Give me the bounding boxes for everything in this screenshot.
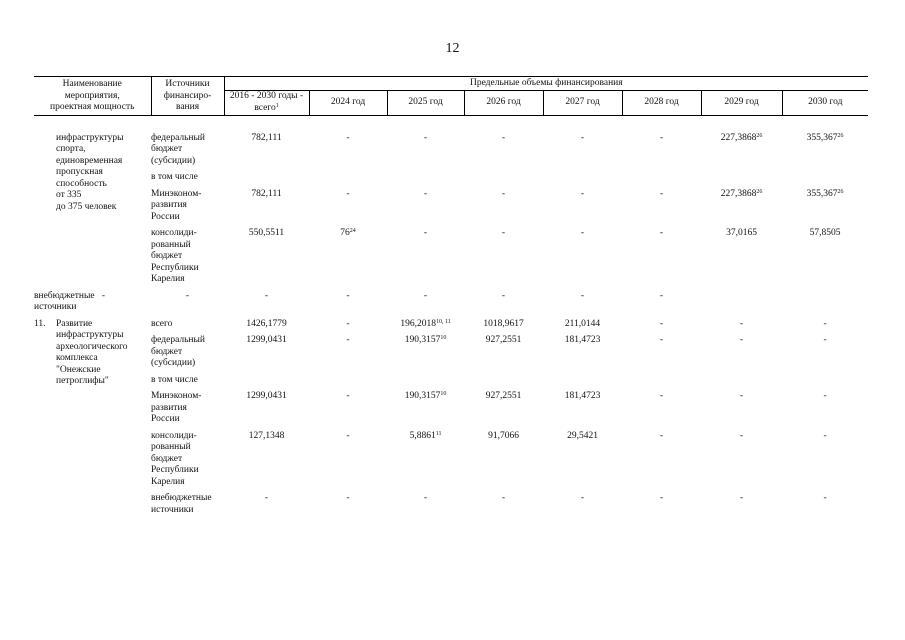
funding-source: внебюджетные источники xyxy=(151,493,212,515)
table-row xyxy=(34,373,868,390)
value-text: - xyxy=(501,132,506,143)
year-value xyxy=(782,187,868,227)
year-value xyxy=(782,226,868,289)
table-row xyxy=(34,289,868,317)
funding-source: федеральный бюджет (субсидии) xyxy=(151,132,205,166)
year-value xyxy=(309,170,387,187)
value-text: - xyxy=(580,228,585,238)
table-body xyxy=(34,115,868,519)
page-number: 12 xyxy=(445,41,460,56)
value-text: 355,367 xyxy=(806,188,838,199)
header-name: Наименование мероприятия, проектная мощность xyxy=(34,77,151,116)
value-text: - xyxy=(659,290,664,301)
table-row xyxy=(34,491,868,519)
year-value xyxy=(701,333,782,373)
year-value xyxy=(151,289,224,317)
spacer-cell xyxy=(34,115,868,131)
value-text: - xyxy=(823,430,827,441)
total-value xyxy=(224,170,309,187)
year-value xyxy=(622,289,701,317)
year-value xyxy=(387,187,464,227)
year-value xyxy=(701,317,782,334)
header-year: 2028 год xyxy=(622,90,701,115)
value-text: - xyxy=(346,290,350,301)
year-value xyxy=(387,373,464,390)
footnote-ref: 10 xyxy=(440,335,447,341)
year-value xyxy=(387,131,464,171)
year-value xyxy=(224,289,309,317)
value-text: 76 xyxy=(340,228,350,238)
value-text: - xyxy=(346,132,350,143)
value-text: 227,3868 xyxy=(720,188,757,199)
year-value xyxy=(782,333,868,373)
year-value xyxy=(701,226,782,289)
funding-source: федеральный бюджет (субсидии) xyxy=(151,335,205,368)
value-text: - xyxy=(659,493,664,503)
value-text: 5,8861 xyxy=(409,430,436,441)
table-row xyxy=(34,131,868,171)
year-value xyxy=(622,373,701,390)
footnote-ref: 10 xyxy=(440,391,447,397)
year-value xyxy=(622,389,701,429)
funding-source: в том числе xyxy=(151,172,198,182)
funding-source: консолиди- рованный бюджет Республики Карелия xyxy=(151,228,199,284)
header-year: 2030 год xyxy=(782,90,868,115)
year-value xyxy=(309,289,387,317)
total-value xyxy=(224,373,309,390)
total-value: - xyxy=(101,290,106,301)
header-group-title: Предельные объемы финансирования xyxy=(224,77,868,91)
year-value xyxy=(701,389,782,429)
value-text: - xyxy=(739,318,744,329)
value-text: - xyxy=(659,228,664,238)
value-text: - xyxy=(659,318,664,329)
header-year: 2025 год xyxy=(387,90,464,115)
funding-source: всего xyxy=(151,318,173,329)
value-text: 57,8505 xyxy=(809,228,841,238)
year-value xyxy=(464,491,543,519)
year-value xyxy=(782,429,868,492)
header-year: 2026 год xyxy=(464,90,543,115)
year-value xyxy=(543,226,622,289)
year-value xyxy=(543,373,622,390)
footnote-ref: 26 xyxy=(756,132,763,139)
value-text: - xyxy=(659,430,664,441)
year-value xyxy=(387,333,464,373)
header-year: 2029 год xyxy=(701,90,782,115)
year-value xyxy=(464,131,543,171)
year-value xyxy=(464,226,543,289)
year-value xyxy=(622,170,701,187)
value-text: - xyxy=(346,391,350,401)
year-value xyxy=(309,333,387,373)
year-value xyxy=(464,289,543,317)
value-text: - xyxy=(739,430,744,441)
funding-source: в том числе xyxy=(151,374,198,385)
value-text: 181,4723 xyxy=(564,391,601,401)
year-value xyxy=(309,429,387,492)
funding-source: консолиди- рованный бюджет Республики Карелия xyxy=(151,430,199,487)
year-value xyxy=(701,187,782,227)
year-value xyxy=(782,317,868,334)
year-value xyxy=(622,226,701,289)
value-text: 355,367 xyxy=(806,132,838,143)
value-text: - xyxy=(823,493,827,503)
footnote-ref: 11 xyxy=(435,430,442,437)
funding-source: внебюджетные источники xyxy=(34,290,95,312)
year-value xyxy=(701,429,782,492)
value-text: - xyxy=(659,335,664,345)
year-value xyxy=(701,373,782,390)
value-text: - xyxy=(501,290,506,301)
value-text: - xyxy=(739,391,744,401)
year-value xyxy=(464,389,543,429)
year-value xyxy=(701,491,782,519)
year-value xyxy=(782,131,868,171)
year-value xyxy=(464,373,543,390)
year-value xyxy=(543,429,622,492)
value-text: 227,3868 xyxy=(720,132,757,143)
year-value xyxy=(701,170,782,187)
year-value xyxy=(543,317,622,334)
value-text: - xyxy=(423,290,428,301)
value-text: - xyxy=(346,430,350,441)
value-text: - xyxy=(659,391,664,401)
value-text: - xyxy=(346,188,350,199)
year-value xyxy=(309,187,387,227)
year-value xyxy=(543,491,622,519)
value-text: 927,2551 xyxy=(485,391,522,401)
total-value: 550,5511 xyxy=(248,228,285,238)
header-total-label: 2016 - 2030 годы - всего xyxy=(229,91,304,113)
year-value xyxy=(701,131,782,171)
year-value xyxy=(464,170,543,187)
value-text: 196,2018 xyxy=(400,318,436,329)
value-text: - xyxy=(823,335,827,345)
funding-source: Минэконом- развития России xyxy=(151,391,202,424)
total-value: 1299,0431 xyxy=(246,391,287,401)
value-text: - xyxy=(501,493,506,503)
value-text: - xyxy=(823,318,827,329)
year-value xyxy=(622,187,701,227)
value-text: 37,0165 xyxy=(726,228,757,238)
value-text: - xyxy=(580,493,585,503)
total-value: - xyxy=(264,493,269,503)
value-text: - xyxy=(580,188,585,199)
value-text: - xyxy=(423,188,428,199)
value-text: - xyxy=(423,132,428,143)
value-text: 211,0144 xyxy=(564,318,601,329)
funding-source: Минэконом- развития России xyxy=(151,188,202,222)
total-value: 782,111 xyxy=(251,188,282,199)
year-value xyxy=(309,491,387,519)
value-text: - xyxy=(346,318,350,329)
total-value: 1299,0431 xyxy=(246,335,287,345)
value-text: - xyxy=(346,493,350,503)
year-value xyxy=(782,373,868,390)
table-row xyxy=(34,333,868,373)
value-text: - xyxy=(739,335,744,345)
table-row xyxy=(34,170,868,187)
footnote-ref: 26 xyxy=(756,188,763,195)
footnote-ref: 26 xyxy=(837,132,844,139)
year-value xyxy=(387,389,464,429)
total-value: 782,111 xyxy=(251,132,282,143)
year-value xyxy=(622,333,701,373)
value-text: - xyxy=(423,493,428,503)
year-value xyxy=(543,187,622,227)
year-value xyxy=(622,491,701,519)
table-row xyxy=(34,226,868,289)
row-number xyxy=(34,131,56,289)
value-text: - xyxy=(501,188,506,199)
year-value xyxy=(309,373,387,390)
year-value xyxy=(309,226,387,289)
footnote-ref: 26 xyxy=(837,188,844,195)
value-text: 190,3157 xyxy=(404,335,441,345)
year-value xyxy=(464,187,543,227)
row-number: 11. xyxy=(34,318,46,329)
table-row xyxy=(34,187,868,227)
year-value xyxy=(543,170,622,187)
value-text: - xyxy=(501,228,506,238)
year-value xyxy=(309,317,387,334)
year-value xyxy=(543,289,622,317)
year-value xyxy=(464,317,543,334)
year-value xyxy=(387,429,464,492)
year-value xyxy=(387,317,464,334)
spacer-row xyxy=(34,115,868,131)
year-value xyxy=(622,429,701,492)
year-value xyxy=(387,491,464,519)
table-row xyxy=(34,389,868,429)
value-text: 91,7066 xyxy=(488,430,519,441)
header-year: 2027 год xyxy=(543,90,622,115)
year-value xyxy=(309,131,387,171)
financing-table xyxy=(34,76,868,519)
value-text: 1018,9617 xyxy=(483,318,524,329)
table-row xyxy=(34,429,868,492)
value-text: - xyxy=(580,290,585,301)
header-year: 2024 год xyxy=(309,90,387,115)
header-total xyxy=(224,90,309,115)
header-source: Источники финансиро- вания xyxy=(151,77,224,116)
year-value xyxy=(387,289,464,317)
year-value xyxy=(782,170,868,187)
value-text: 181,4723 xyxy=(564,335,601,345)
year-value xyxy=(543,131,622,171)
value-text: - xyxy=(823,391,827,401)
value-text: - xyxy=(264,290,269,301)
header-total-note: 1 xyxy=(275,102,279,109)
year-value xyxy=(543,389,622,429)
year-value xyxy=(782,389,868,429)
table-row xyxy=(34,317,868,334)
year-value xyxy=(622,131,701,171)
year-value xyxy=(387,226,464,289)
year-value xyxy=(309,389,387,429)
value-text: - xyxy=(423,228,428,238)
year-value xyxy=(464,429,543,492)
total-value: 127,1348 xyxy=(248,430,285,441)
table-header xyxy=(34,77,868,116)
value-text: 190,3157 xyxy=(404,391,441,401)
activity-name: Развитие инфраструктуры археологического комплекса "Онежские петроглифы" xyxy=(56,318,128,386)
year-value xyxy=(543,333,622,373)
year-value xyxy=(464,333,543,373)
footnote-ref: 24 xyxy=(349,228,356,234)
year-value xyxy=(782,491,868,519)
year-value xyxy=(622,317,701,334)
value-text: 29,5421 xyxy=(567,430,598,441)
value-text: - xyxy=(739,493,744,503)
value-text: - xyxy=(659,132,664,143)
activity-name: инфраструктуры спорта, единовременная пропускная способность от 335 до 375 человек xyxy=(56,132,124,212)
total-value: 1426,1779 xyxy=(246,318,287,329)
value-text: - xyxy=(580,132,585,143)
year-value xyxy=(387,170,464,187)
footnote-ref: 10, 11 xyxy=(435,318,451,325)
value-text: - xyxy=(659,188,664,199)
value-text: 927,2551 xyxy=(485,335,522,345)
value-text: - xyxy=(185,290,190,301)
value-text: - xyxy=(346,335,350,345)
